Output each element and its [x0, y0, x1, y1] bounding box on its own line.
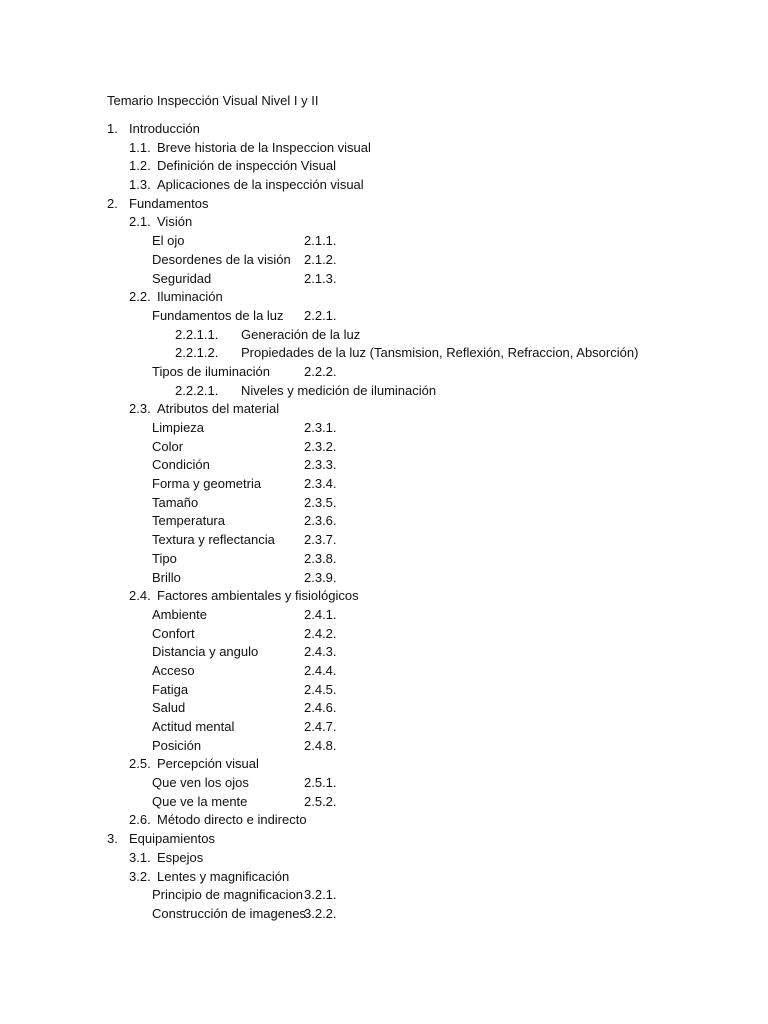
toc-item-line: [152, 793, 337, 812]
toc-item-text: Condición: [152, 457, 210, 473]
toc-item-text: Forma y geometria: [152, 476, 262, 492]
toc-item-number: 2.1.: [129, 214, 151, 230]
toc-item-line: [152, 531, 337, 550]
toc-item: [0, 774, 768, 793]
toc-item: [0, 905, 768, 924]
toc-item: [0, 326, 768, 345]
toc-item-line: [152, 232, 337, 251]
toc-item: [0, 139, 768, 158]
toc-item-number: 2.4.6.: [304, 700, 337, 716]
toc-item: [0, 307, 768, 326]
toc-item-text: Tipo: [152, 550, 177, 566]
toc-item: [0, 793, 768, 812]
toc-item: [0, 120, 768, 139]
toc-item-number: 3.2.1.: [304, 887, 337, 903]
toc-item-number: 2.2.2.1.: [175, 382, 219, 398]
toc-item-line: [152, 718, 337, 737]
toc-item-number: 1.: [107, 121, 118, 136]
toc-item-text: Aplicaciones de la inspección visual: [157, 177, 364, 193]
toc-item: [0, 157, 768, 176]
toc-item-text: Lentes y magnificación: [157, 868, 290, 884]
toc-item-text: Principio de magnificacion: [152, 887, 304, 903]
toc-item-number: 2.4.8.: [304, 737, 337, 753]
toc-item-number: 1.1.: [129, 139, 151, 155]
toc-item-text: Ambiente: [152, 606, 207, 622]
toc-item-line: [152, 886, 337, 905]
toc-item-line: [152, 270, 337, 289]
toc-item-number: 2.5.2.: [304, 793, 337, 809]
toc-item: [0, 382, 768, 401]
toc-item-text: Confort: [152, 625, 195, 641]
toc-item: [0, 344, 768, 363]
toc-item-number: 2.6.: [129, 812, 151, 828]
toc-item-line: [152, 905, 337, 924]
toc-item-line: [152, 419, 337, 438]
toc-item-number: 2.4.7.: [304, 719, 337, 734]
toc-item-number: 2.3.3.: [304, 457, 337, 473]
toc-item-text: Construcción de imagenes: [152, 905, 306, 921]
toc-item-line: [152, 774, 337, 793]
toc-item-text: Brillo: [152, 569, 181, 585]
toc-item-text: Niveles y medición de iluminación: [241, 382, 437, 398]
toc-item: [0, 718, 768, 737]
toc-item-number: 3.2.: [129, 868, 151, 884]
toc-item-number: 2.1.2.: [304, 251, 337, 267]
toc-item: [0, 587, 768, 606]
toc-item: [0, 475, 768, 494]
toc-item-number: 2.1.1.: [304, 233, 337, 249]
toc-item-text: Iluminación: [157, 289, 223, 305]
toc-item-text: Seguridad: [152, 270, 212, 286]
toc-item: [0, 550, 768, 569]
toc-item: [0, 606, 768, 625]
toc-item-text: Definición de inspección Visual: [157, 158, 336, 174]
toc-item-number: 2.4.2.: [304, 625, 337, 641]
toc-item: [0, 232, 768, 251]
toc-item-line: [152, 550, 337, 569]
toc-item-text: Color: [152, 438, 184, 454]
toc-item-text: Que ven los ojos: [152, 775, 249, 791]
toc-item: [0, 270, 768, 289]
toc-item-line: [152, 475, 337, 494]
toc-item-line: [152, 699, 337, 718]
toc-item-number: 2.1.3.: [304, 270, 337, 286]
toc-item-text: Limpieza: [152, 420, 205, 435]
toc-item-text: El ojo: [152, 233, 185, 249]
toc-item: [0, 176, 768, 195]
toc-item-number: 2.5.1.: [304, 775, 337, 791]
toc-item-text: Equipamientos: [129, 831, 215, 847]
toc-item-number: 2.3.4.: [304, 476, 337, 492]
toc-item: [0, 830, 768, 849]
toc-item-number: 2.2.1.1.: [175, 326, 219, 342]
toc-item: [0, 195, 768, 214]
toc-item-text: Temperatura: [152, 513, 225, 529]
toc-item-text: Generación de la luz: [241, 326, 361, 342]
toc-item-number: 2.2.2.: [304, 363, 337, 379]
toc-item-line: [152, 569, 337, 588]
toc-item-number: 2.3.1.: [304, 420, 337, 435]
table-of-contents: [0, 120, 768, 924]
toc-item-number: 3.: [107, 831, 118, 847]
toc-item: [0, 681, 768, 700]
toc-item-number: 2.3.7.: [304, 532, 337, 548]
toc-item-number: 2.3.2.: [304, 438, 337, 454]
toc-item-number: 3.2.2.: [304, 905, 337, 921]
toc-item: [0, 363, 768, 382]
toc-item-text: Salud: [152, 700, 186, 716]
toc-item: [0, 755, 768, 774]
toc-item: [0, 288, 768, 307]
toc-item-number: 2.4.3.: [304, 644, 337, 660]
toc-item-text: Posición: [152, 737, 202, 753]
toc-item: [0, 456, 768, 475]
toc-item: [0, 251, 768, 270]
toc-item-text: Breve historia de la Inspeccion visual: [157, 139, 371, 155]
toc-item-text: Método directo e indirecto: [157, 812, 307, 828]
toc-item-text: Atributos del material: [157, 401, 280, 417]
toc-item-number: 2.3.8.: [304, 550, 337, 566]
toc-item-line: [152, 456, 337, 475]
toc-item: [0, 569, 768, 588]
toc-item-line: [152, 606, 337, 625]
toc-item-line: [152, 438, 337, 457]
toc-item-text: Introducción: [129, 121, 200, 136]
toc-item: [0, 419, 768, 438]
toc-item: [0, 643, 768, 662]
toc-item-line: [152, 643, 337, 662]
toc-item-text: Visión: [157, 214, 193, 230]
toc-item: [0, 512, 768, 531]
toc-item-number: 3.1.: [129, 849, 151, 865]
toc-item-text: Tipos de iluminación: [152, 363, 271, 379]
toc-item-number: 2.2.: [129, 289, 151, 305]
toc-item-number: 2.4.: [129, 588, 151, 604]
toc-item: [0, 662, 768, 681]
toc-item-number: 2.4.4.: [304, 662, 337, 678]
toc-item-number: 1.3.: [129, 177, 151, 193]
toc-item-text: Tamaño: [152, 494, 199, 510]
toc-item-number: 2.3.5.: [304, 494, 337, 510]
toc-item: [0, 886, 768, 905]
toc-item-line: [152, 363, 337, 382]
document-title: Temario Inspección Visual Nivel I y II: [107, 93, 319, 108]
toc-item-line: [152, 251, 337, 270]
toc-item-number: 2.2.1.2.: [175, 345, 219, 361]
toc-item-text: Textura y reflectancia: [152, 532, 275, 548]
toc-item-number: 2.4.1.: [304, 606, 337, 622]
toc-item-text: Propiedades de la luz (Tansmision, Reflexión, Refraccion, Absorción): [241, 345, 639, 361]
toc-item-number: 2.5.: [129, 756, 151, 772]
toc-item-text: Factores ambientales y fisiológicos: [157, 588, 359, 604]
toc-item-line: [152, 737, 337, 756]
toc-item: [0, 868, 768, 887]
toc-item-text: Distancia y angulo: [152, 644, 259, 660]
toc-item-text: Actitud mental: [152, 719, 235, 734]
toc-item-text: Espejos: [157, 849, 204, 865]
toc-item-number: 2.3.6.: [304, 513, 337, 529]
toc-item: [0, 400, 768, 419]
toc-item: [0, 849, 768, 868]
toc-item-number: 2.2.1.: [304, 307, 337, 323]
toc-item-text: Percepción visual: [157, 756, 259, 772]
toc-item-text: Acceso: [152, 662, 195, 678]
toc-item-number: 2.: [107, 195, 118, 211]
toc-item: [0, 438, 768, 457]
toc-item-text: Fundamentos de la luz: [152, 307, 284, 323]
toc-item-text: Fundamentos: [129, 195, 209, 211]
toc-item: [0, 811, 768, 830]
toc-item-line: [152, 681, 337, 700]
toc-item-line: [152, 494, 337, 513]
toc-item-number: 1.2.: [129, 158, 151, 174]
toc-item-number: 2.4.5.: [304, 681, 337, 697]
toc-item-line: [152, 307, 337, 326]
toc-item-line: [152, 512, 337, 531]
toc-item-number: 2.3.9.: [304, 569, 337, 585]
toc-item: [0, 494, 768, 513]
toc-item: [0, 625, 768, 644]
toc-item-text: Desordenes de la visión: [152, 251, 291, 267]
toc-item: [0, 531, 768, 550]
toc-item: [0, 213, 768, 232]
toc-item-line: [152, 625, 337, 644]
toc-item: [0, 699, 768, 718]
toc-item-line: [152, 662, 337, 681]
toc-item: [0, 737, 768, 756]
toc-item-number: 2.3.: [129, 401, 151, 417]
toc-item-text: Que ve la mente: [152, 793, 248, 809]
toc-item-text: Fatiga: [152, 681, 189, 697]
